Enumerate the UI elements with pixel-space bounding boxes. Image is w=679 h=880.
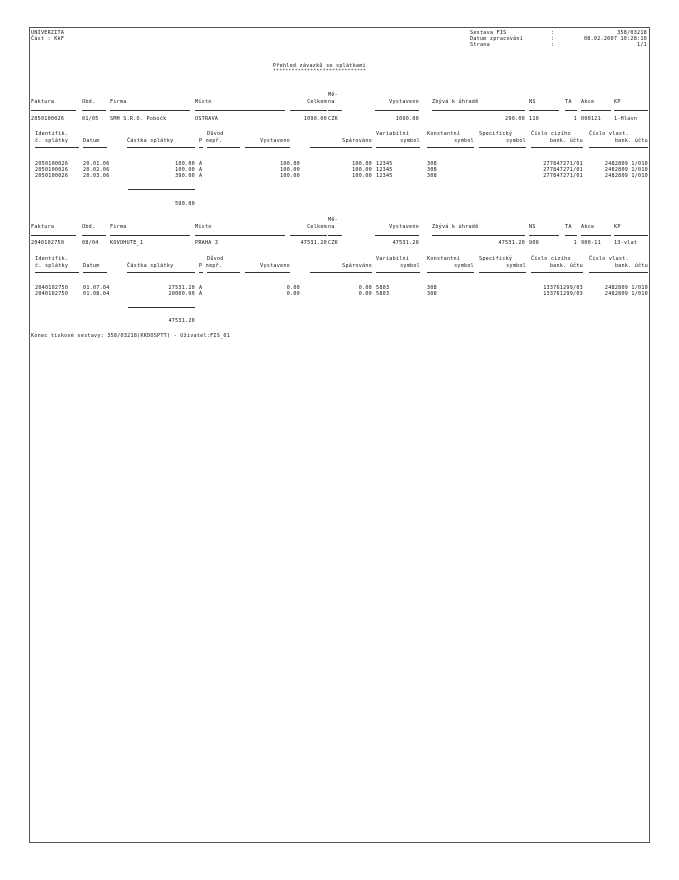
org-name: UNIVERZITA <box>31 30 65 36</box>
sub-col-identif-bot: č. splátky <box>35 138 69 144</box>
inst-issued: 100.00 <box>280 161 300 167</box>
inst-acc1: 277847271/01 <box>543 167 583 173</box>
sub-col-kon-bot: symbol <box>454 263 474 269</box>
inst-acc1: 277847271/01 <box>543 161 583 167</box>
invoice-ta: 1 <box>573 116 577 122</box>
inst-acc1: 277847271/01 <box>543 173 583 179</box>
inst-paired: 100.00 <box>352 167 372 173</box>
processing-date-label: Datum zpracování <box>470 36 524 42</box>
invoice-akce: 000121 <box>581 116 601 122</box>
col-celkem: Celkem <box>307 99 327 105</box>
inst-acc2: 2482809 1/010 <box>604 291 648 297</box>
inst-p: A <box>199 161 203 167</box>
col-akce: Akce <box>581 99 595 105</box>
col-currency-bot: na <box>328 99 335 105</box>
report-title: Přehled závazků se splátkami <box>273 63 366 69</box>
invoice-currency: CZK <box>328 116 338 122</box>
col-ta: TA <box>565 99 572 105</box>
sub-col-cis2-bot: bank. účtu <box>614 263 648 269</box>
invoice-place: PRAHA 3 <box>195 240 219 246</box>
sub-col-kon-top: Konstantní <box>427 131 461 137</box>
col-ns: NS <box>529 224 536 230</box>
invoice-period: 01/05 <box>82 116 99 122</box>
inst-amount: 100.00 <box>175 167 195 173</box>
inst-p: A <box>199 285 203 291</box>
invoice-akce: 900-11 <box>581 240 601 246</box>
sub-col-kon-top: Konstantní <box>427 256 461 262</box>
invoice-company: SMH S.R.O. Pobočk <box>110 116 167 122</box>
invoice-period: 08/04 <box>82 240 99 246</box>
col-zbyva: Zbývá k úhradě <box>432 224 479 230</box>
col-faktura: Faktura <box>31 99 55 105</box>
invoice-ta: 1 <box>573 240 577 246</box>
col-obd: Obd. <box>82 99 96 105</box>
org-part: Část : KkF <box>31 36 65 42</box>
inst-p: A <box>199 167 203 173</box>
inst-amount: 27531.20 <box>168 285 195 291</box>
sub-col-cis1-top: Číslo cizího <box>531 256 571 262</box>
inst-paired: 100.00 <box>352 161 372 167</box>
inst-var: 12345 <box>376 161 393 167</box>
installments-total: 47531.20 <box>168 318 195 324</box>
invoice-currency: CZK <box>328 240 338 246</box>
page-sep: : <box>551 42 555 48</box>
inst-issued: 0.00 <box>286 285 300 291</box>
col-obd: Obd. <box>82 224 96 230</box>
inst-paired: 0.00 <box>358 285 372 291</box>
col-celkem: Celkem <box>307 224 327 230</box>
sub-col-identif-top: Identifik. <box>35 256 69 262</box>
invoice-number: 2040102750 <box>31 240 65 246</box>
invoice-issued: 47531.20 <box>392 240 419 246</box>
sub-col-var-bot: symbol <box>400 263 420 269</box>
report-id-label: Sestava FIS <box>470 30 507 36</box>
inst-amount: 100.00 <box>175 161 195 167</box>
invoice-company: KOVOHUTE_1 <box>110 240 144 246</box>
sub-col-spec-bot: symbol <box>506 138 526 144</box>
sub-col-datum: Datum <box>83 263 100 269</box>
inst-var: 5803 <box>376 291 390 297</box>
sub-col-cis1-bot: bank. účtu <box>549 138 583 144</box>
invoice-total: 47531.20 <box>300 240 327 246</box>
col-ta: TA <box>565 224 572 230</box>
invoice-number: 2050100026 <box>31 116 65 122</box>
sub-col-duvod-top: Důvod <box>207 131 224 137</box>
col-misto: Místo <box>195 99 212 105</box>
sub-col-kon-bot: symbol <box>454 138 474 144</box>
invoice-remaining: 47531.20 <box>498 240 525 246</box>
report-title-underline: ****************************** <box>273 69 367 74</box>
report-id-value: 358/03218 <box>617 30 647 36</box>
inst-acc2: 2482809 1/010 <box>604 285 648 291</box>
sub-col-cis1-top: Číslo cizího <box>531 131 571 137</box>
inst-issued: 100.00 <box>280 167 300 173</box>
report-footer: Konec tiskové sestavy: 358/03218(KKDOSPTT) - Uživatel:FIS_01 <box>31 333 231 339</box>
col-currency-top: Mě- <box>328 217 338 223</box>
inst-date: 01.08.04 <box>83 291 110 297</box>
sub-col-cis1-bot: bank. účtu <box>549 263 583 269</box>
col-currency-bot: na <box>328 224 335 230</box>
sub-col-identif-top: Identifik. <box>35 131 69 137</box>
col-misto: Místo <box>195 224 212 230</box>
inst-date: 01.07.04 <box>83 285 110 291</box>
inst-p: A <box>199 173 203 179</box>
inst-id: 2040102750 <box>35 285 69 291</box>
inst-id: 2050100026 <box>35 173 69 179</box>
col-kp: KP <box>614 224 621 230</box>
sub-col-vystaveno: Vystaveno <box>260 263 290 269</box>
inst-kon: 308 <box>427 167 437 173</box>
sub-col-cis2-bot: bank. účtu <box>614 138 648 144</box>
inst-issued: 100.00 <box>280 173 300 179</box>
page-label: Strana <box>470 42 490 48</box>
inst-kon: 308 <box>427 173 437 179</box>
col-vystaveno: Vystaveno <box>389 224 419 230</box>
inst-kon: 308 <box>427 161 437 167</box>
inst-kon: 308 <box>427 285 437 291</box>
sub-col-cis2-top: Číslo vlast. <box>589 256 629 262</box>
sub-col-sparovano: Spárováno <box>342 263 372 269</box>
sub-col-duvod-bot: P nepř. <box>199 263 223 269</box>
inst-var: 12345 <box>376 167 393 173</box>
inst-acc2: 2482809 1/010 <box>604 167 648 173</box>
inst-amount: 20000.00 <box>168 291 195 297</box>
sub-col-identif-bot: č. splátky <box>35 263 69 269</box>
invoice-issued: 1090.00 <box>395 116 419 122</box>
invoice-ns: 900 <box>529 240 539 246</box>
inst-acc1: 133761299/03 <box>543 285 583 291</box>
invoice-total: 1090.00 <box>303 116 327 122</box>
inst-p: A <box>199 291 203 297</box>
processing-date-value: 08.02.2007 10:28:10 <box>583 36 647 42</box>
invoice-ns: 110 <box>529 116 539 122</box>
inst-date: 20.01.06 <box>83 161 110 167</box>
invoice-remaining: 290.00 <box>505 116 525 122</box>
sub-col-castka: Částka splátky <box>127 138 174 144</box>
inst-kon: 308 <box>427 291 437 297</box>
inst-var: 5803 <box>376 285 390 291</box>
inst-paired: 100.00 <box>352 173 372 179</box>
sub-col-cis2-top: Číslo vlast. <box>589 131 629 137</box>
sub-col-spec-top: Specifický <box>479 131 513 137</box>
report-id-sep: : <box>551 30 555 36</box>
invoice-place: OSTRAVA <box>195 116 219 122</box>
sub-col-vystaveno: Vystaveno <box>260 138 290 144</box>
sub-col-spec-top: Specifický <box>479 256 513 262</box>
page-value: 1/1 <box>637 42 647 48</box>
inst-paired: 0.00 <box>358 291 372 297</box>
inst-date: 20.03.06 <box>83 173 110 179</box>
inst-id: 2040102750 <box>35 291 69 297</box>
col-firma: Firma <box>110 224 127 230</box>
invoice-kp: 1-Hlavn <box>614 116 638 122</box>
col-firma: Firma <box>110 99 127 105</box>
sub-col-datum: Datum <box>83 138 100 144</box>
report-page <box>29 27 650 843</box>
sub-col-var-top: Variabilní <box>376 256 410 262</box>
sub-col-var-top: Variabilní <box>376 131 410 137</box>
installments-total: 590.00 <box>175 201 195 207</box>
inst-var: 12345 <box>376 173 393 179</box>
col-akce: Akce <box>581 224 595 230</box>
inst-date: 20.02.06 <box>83 167 110 173</box>
sub-col-duvod-bot: P nepř. <box>199 138 223 144</box>
inst-id: 2050100026 <box>35 167 69 173</box>
col-ns: NS <box>529 99 536 105</box>
inst-id: 2050100026 <box>35 161 69 167</box>
sub-col-var-bot: symbol <box>400 138 420 144</box>
col-zbyva: Zbývá k úhradě <box>432 99 479 105</box>
inst-acc2: 2482809 1/010 <box>604 161 648 167</box>
sub-col-castka: Částka splátky <box>127 263 174 269</box>
sub-col-sparovano: Spárováno <box>342 138 372 144</box>
inst-issued: 0.00 <box>286 291 300 297</box>
sub-col-duvod-top: Důvod <box>207 256 224 262</box>
inst-acc1: 133761299/03 <box>543 291 583 297</box>
inst-amount: 390.00 <box>175 173 195 179</box>
invoice-kp: 13-vlat <box>614 240 638 246</box>
col-currency-top: Mě- <box>328 92 338 98</box>
processing-date-sep: : <box>551 36 555 42</box>
inst-acc2: 2482809 1/010 <box>604 173 648 179</box>
sub-col-spec-bot: symbol <box>506 263 526 269</box>
col-faktura: Faktura <box>31 224 55 230</box>
col-vystaveno: Vystaveno <box>389 99 419 105</box>
col-kp: KP <box>614 99 621 105</box>
